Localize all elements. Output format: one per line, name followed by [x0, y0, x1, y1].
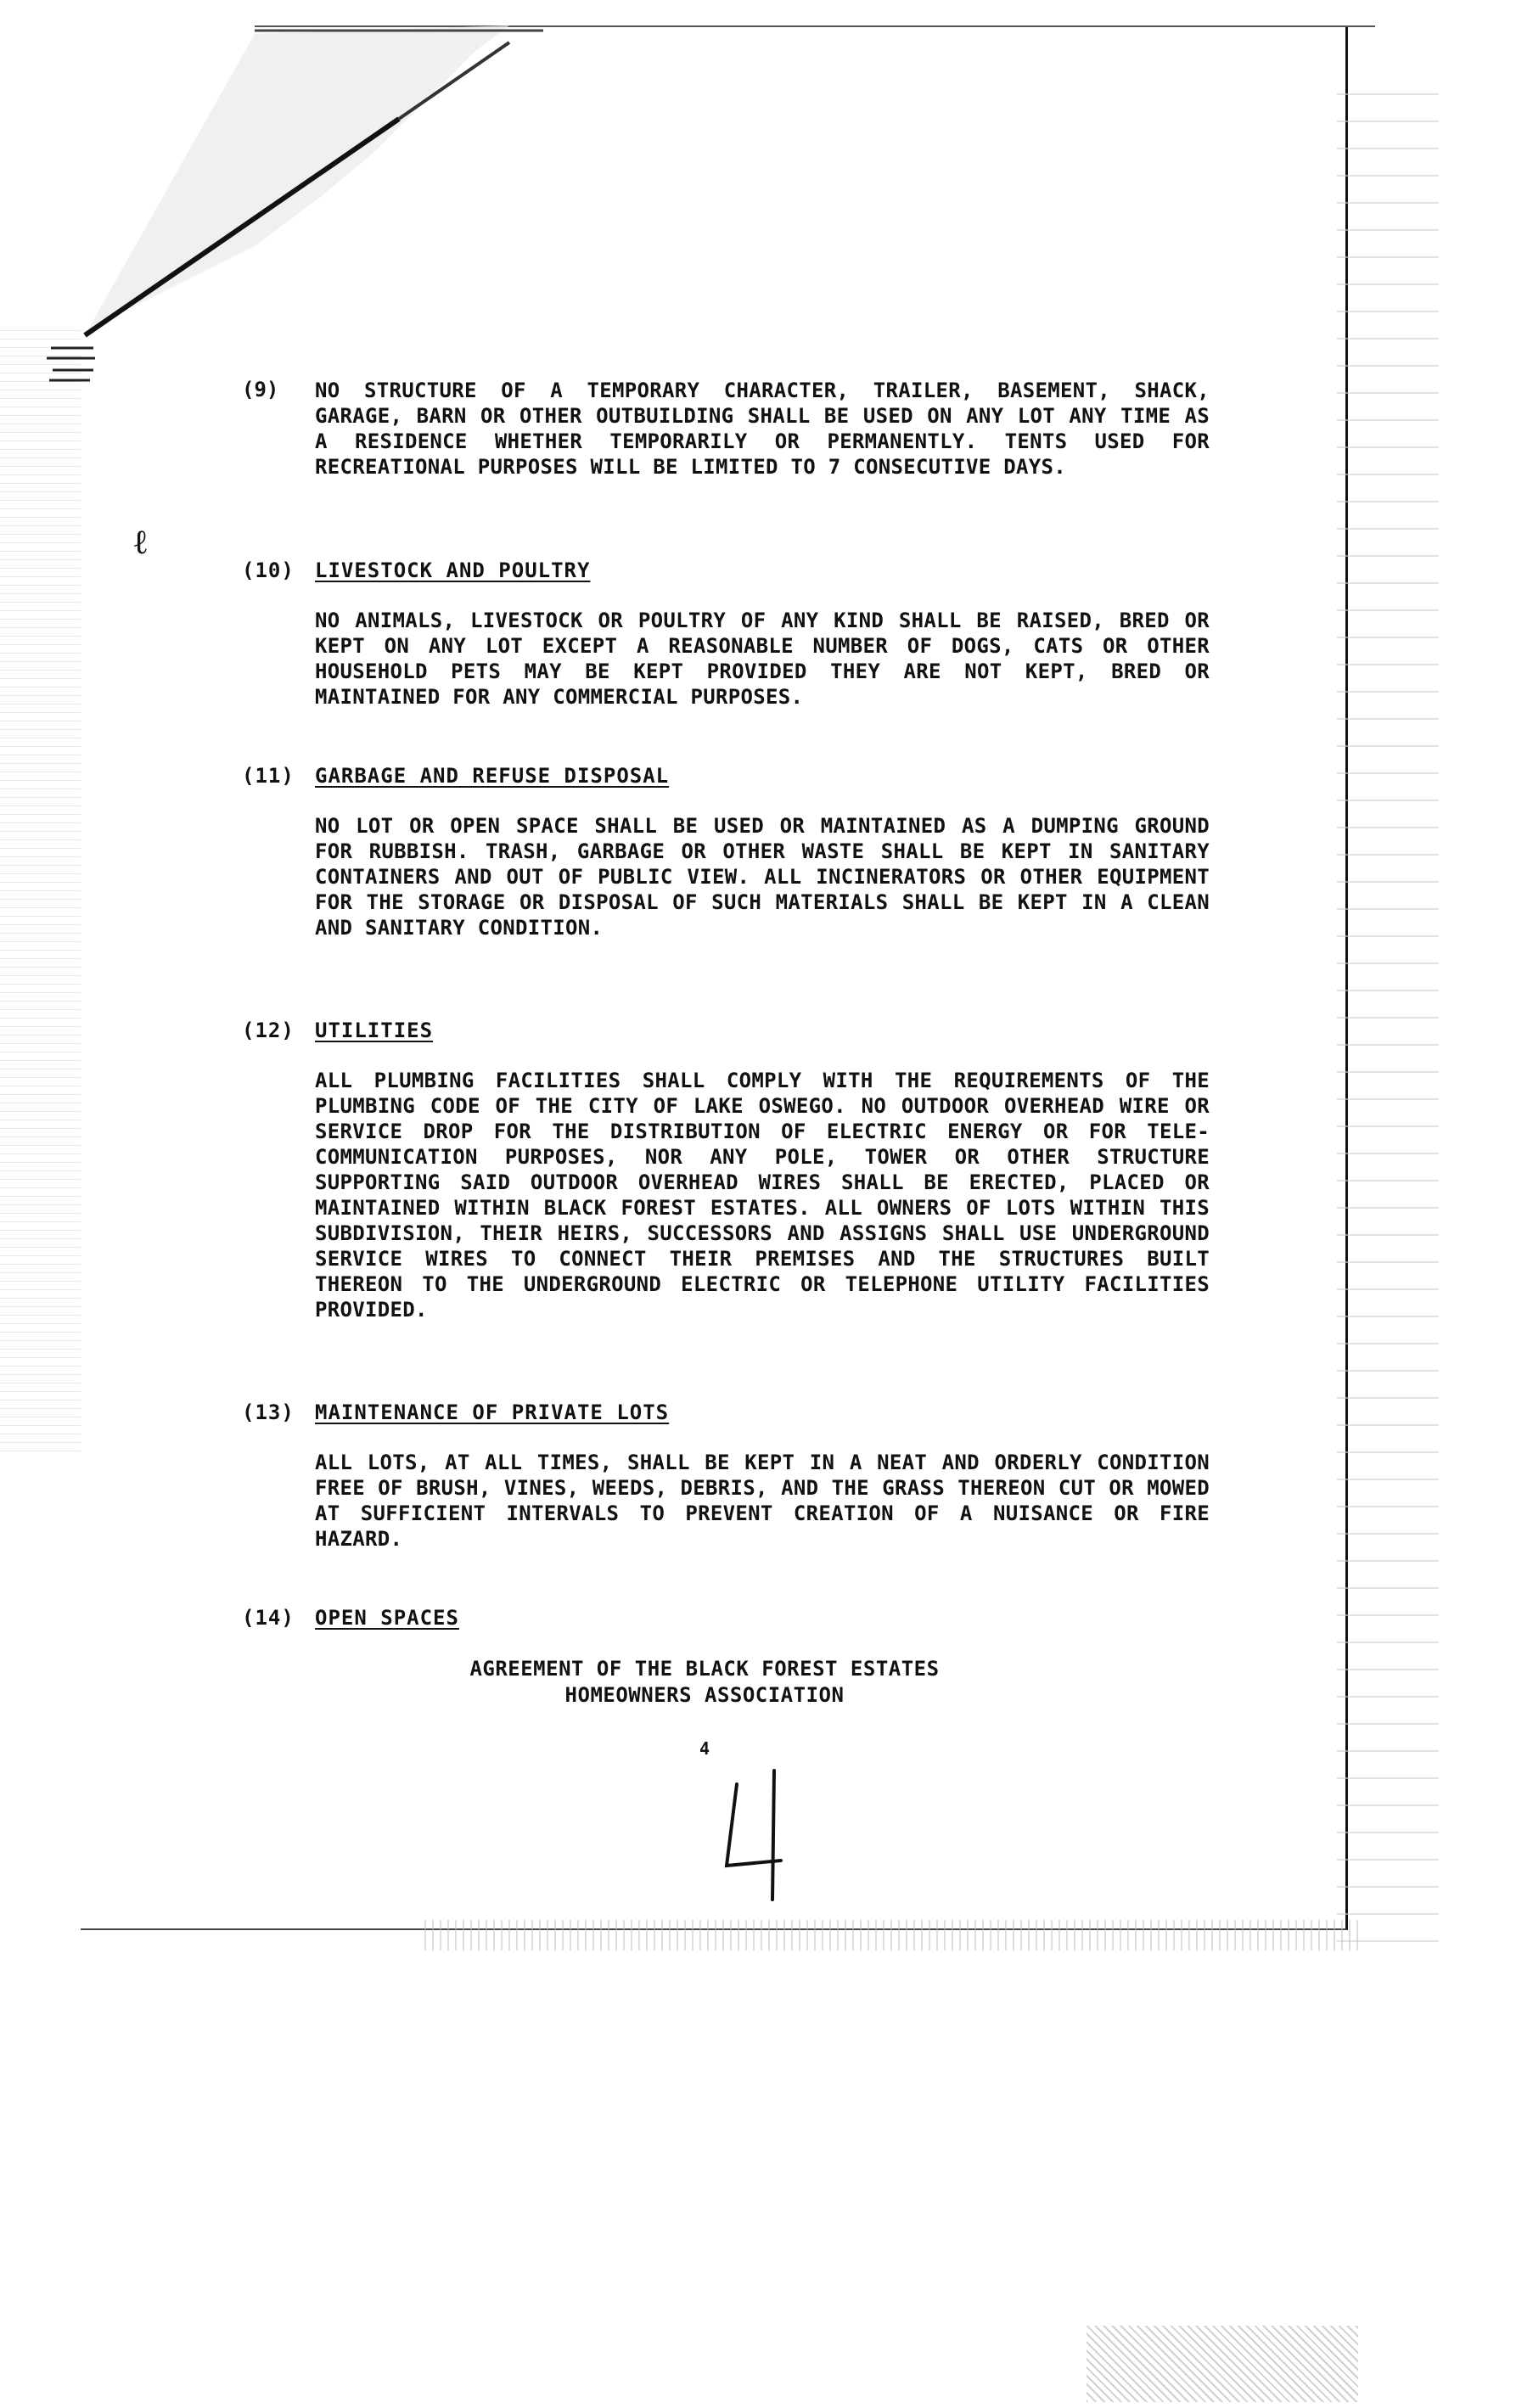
- section-title: MAINTENANCE OF PRIVATE LOTS: [315, 1400, 670, 1424]
- section-14: [242, 1606, 1210, 1630]
- section-title: LIVESTOCK AND POULTRY: [315, 558, 591, 582]
- section-10: [242, 558, 1210, 730]
- section-body: NO LOT OR OPEN SPACE SHALL BE USED OR MAINTAINED AS A DUMPING GROUND FOR RUBBISH. TRASH, GARBAGE OR OTHER WASTE SHALL BE KEPT IN SANITARY CONTAINERS AND OUT OF PUBLIC VIEW. ALL INCINERATORS OR OTHER EQUIPMENT FOR THE STORAGE OR DISPOSAL OF SUCH MATERIALS SHALL BE KEPT IN A CLEAN AND SANITARY CONDITION.: [315, 814, 1210, 940]
- section-title: OPEN SPACES: [315, 1606, 459, 1630]
- folded-corner-tab: [0, 0, 543, 399]
- section-body: NO ANIMALS, LIVESTOCK OR POULTRY OF ANY KIND SHALL BE RAISED, BRED OR KEPT ON ANY LOT EXCEPT A REASONABLE NUMBER OF DOGS, CATS OR OTHER HOUSEHOLD PETS MAY BE KEPT PROVIDED THEY ARE NOT KEPT, BRED OR MAINTAINED FOR ANY COMMERCIAL PURPOSES.: [315, 609, 1210, 709]
- section-number: (14): [242, 1606, 295, 1630]
- section-11: [242, 764, 1210, 961]
- handwritten-margin-mark: ℓ: [134, 522, 147, 562]
- section-body: NO STRUCTURE OF A TEMPORARY CHARACTER, TRAILER, BASEMENT, SHACK, GARAGE, BARN OR OTHER OUTBUILDING SHALL BE USED ON ANY LOT ANY TIME AS A RESIDENCE WHETHER TEMPORARILY OR PERMANENTLY. TENTS USED FOR RECREATIONAL PURPOSES WILL BE LIMITED TO 7 CONSECUTIVE DAYS.: [315, 379, 1210, 479]
- page-number: 4: [699, 1738, 710, 1759]
- section-number: (9): [242, 378, 279, 401]
- handwritten-page-number: [713, 1765, 789, 1901]
- scan-edge-right: [1337, 68, 1439, 1961]
- section-title: UTILITIES: [315, 1019, 434, 1042]
- section-number: (13): [242, 1400, 295, 1424]
- section-body: ALL PLUMBING FACILITIES SHALL COMPLY WITH THE REQUIREMENTS OF THE PLUMBING CODE OF THE CITY OF LAKE OSWEGO. NO OUTDOOR OVERHEAD WIRE OR SERVICE DROP FOR THE DISTRIBUTION OF ELECTRIC ENERGY OR FOR TELE-COMMUNICATION PURPOSES, NOR ANY POLE, TOWER OR OTHER STRUCTURE SUPPORTING SAID OUTDOOR OVERHEAD WIRES SHALL BE ERECTED, PLACED OR MAINTAINED WITHIN BLACK FOREST ESTATES. ALL OWNERS OF LOTS WITHIN THIS SUBDIVISION, THEIR HEIRS, SUCCESSORS AND ASSIGNS SHALL USE UNDERGROUND SERVICE WIRES TO CONNECT THEIR PREMISES AND THE STRUCTURES BUILT THEREON TO THE UNDERGROUND ELECTRIC OR TELEPHONE UTILITY FACILITIES PROVIDED.: [315, 1069, 1210, 1322]
- section-title: GARBAGE AND REFUSE DISPOSAL: [315, 764, 670, 788]
- section-body: ALL LOTS, AT ALL TIMES, SHALL BE KEPT IN A NEAT AND ORDERLY CONDITION FREE OF BRUSH, VINES, WEEDS, DEBRIS, AND THE GRASS THEREON CUT OR MOWED AT SUFFICIENT INTERVALS TO PREVENT CREATION OF A NUISANCE OR FIRE HAZARD.: [315, 1451, 1210, 1551]
- section-number: (11): [242, 764, 295, 788]
- section-number: (10): [242, 558, 295, 582]
- footer-association-name: HOMEOWNERS ASSOCIATION: [564, 1683, 845, 1707]
- section-12: [242, 1019, 1210, 1343]
- section-number: (12): [242, 1019, 295, 1042]
- scan-noise-bottom: [424, 1920, 1358, 1951]
- footer-agreement-title: AGREEMENT OF THE BLACK FOREST ESTATES: [469, 1657, 940, 1681]
- section-9: [242, 378, 1210, 480]
- scan-noise-corner: [1087, 2326, 1358, 2402]
- section-13: [242, 1400, 1210, 1572]
